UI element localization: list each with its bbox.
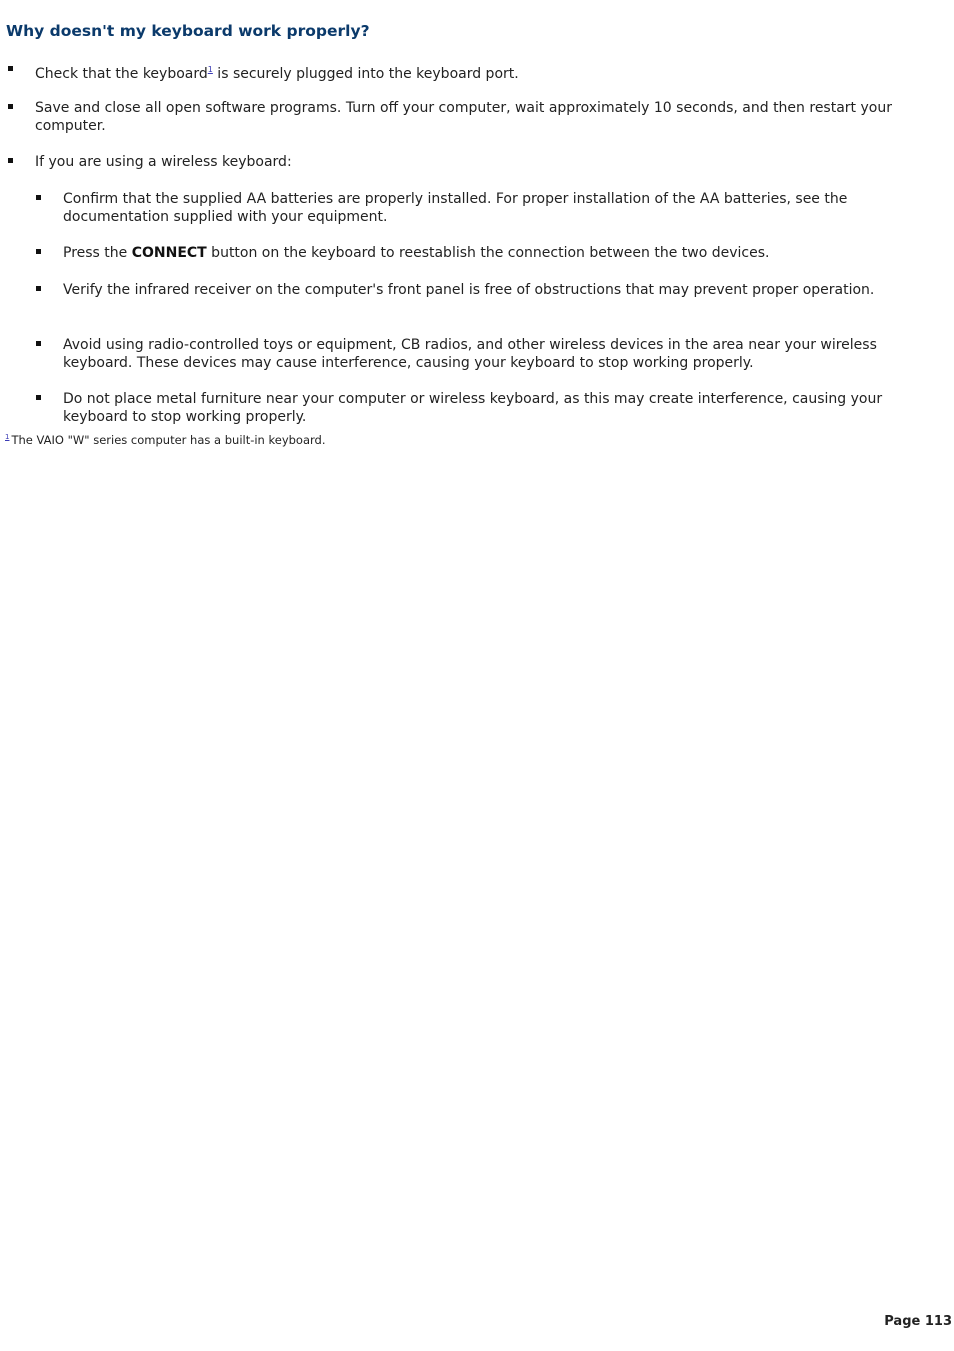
sub-list-item-text: Confirm that the supplied AA batteries are properly installed. For proper installation of the AA batteries, see the documentation supplied with your equipment. xyxy=(63,191,848,225)
footnote-marker-link[interactable]: 1 xyxy=(5,433,10,441)
sub-list-item xyxy=(63,190,923,226)
page-title: Why doesn't my keyboard work properly? xyxy=(6,22,370,40)
list-item xyxy=(35,61,915,83)
list-item-text: is securely plugged into the keyboard port. xyxy=(212,66,519,82)
bullet-icon xyxy=(8,66,13,71)
sub-list-item-text: Avoid using radio-controlled toys or equipment, CB radios, and other wireless devices in the area near your wireless keyboard. These devices may cause interference, causing your keyboard to stop working properly. xyxy=(63,337,877,371)
bullet-icon xyxy=(8,104,13,109)
bullet-icon xyxy=(36,195,41,200)
sub-list-item xyxy=(63,336,923,372)
bullet-icon xyxy=(8,158,13,163)
connect-button-label: CONNECT xyxy=(131,245,207,261)
sub-list-item-text: Press the xyxy=(63,245,132,261)
bullet-icon xyxy=(36,286,41,291)
list-item xyxy=(35,153,915,171)
list-item-text: Check that the keyboard xyxy=(35,66,208,82)
bullet-icon xyxy=(36,395,41,400)
sub-list-item-text: Verify the infrared receiver on the computer's front panel is free of obstructions that may prevent proper operation. xyxy=(63,282,875,298)
footnote xyxy=(5,433,326,447)
footnote-text: The VAIO "W" series computer has a built-in keyboard. xyxy=(11,433,326,447)
sub-list-item-text: Do not place metal furniture near your computer or wireless keyboard, as this may create interference, causing your keyboard to stop working properly. xyxy=(63,391,883,425)
bullet-icon xyxy=(36,341,41,346)
sub-list-item-text: button on the keyboard to reestablish the connection between the two devices. xyxy=(206,245,770,261)
sub-list-item xyxy=(63,281,923,299)
list-item-text: If you are using a wireless keyboard: xyxy=(35,154,292,170)
page-number: Page 113 xyxy=(884,1314,952,1329)
list-item-text: Save and close all open software programs. Turn off your computer, wait approximately 10 seconds, and then restart your computer. xyxy=(35,100,892,134)
sub-list-item xyxy=(63,244,923,262)
footnote-reference-link[interactable]: 1 xyxy=(207,65,213,74)
sub-list-item xyxy=(63,390,923,426)
list-item xyxy=(35,99,915,135)
bullet-icon xyxy=(36,249,41,254)
